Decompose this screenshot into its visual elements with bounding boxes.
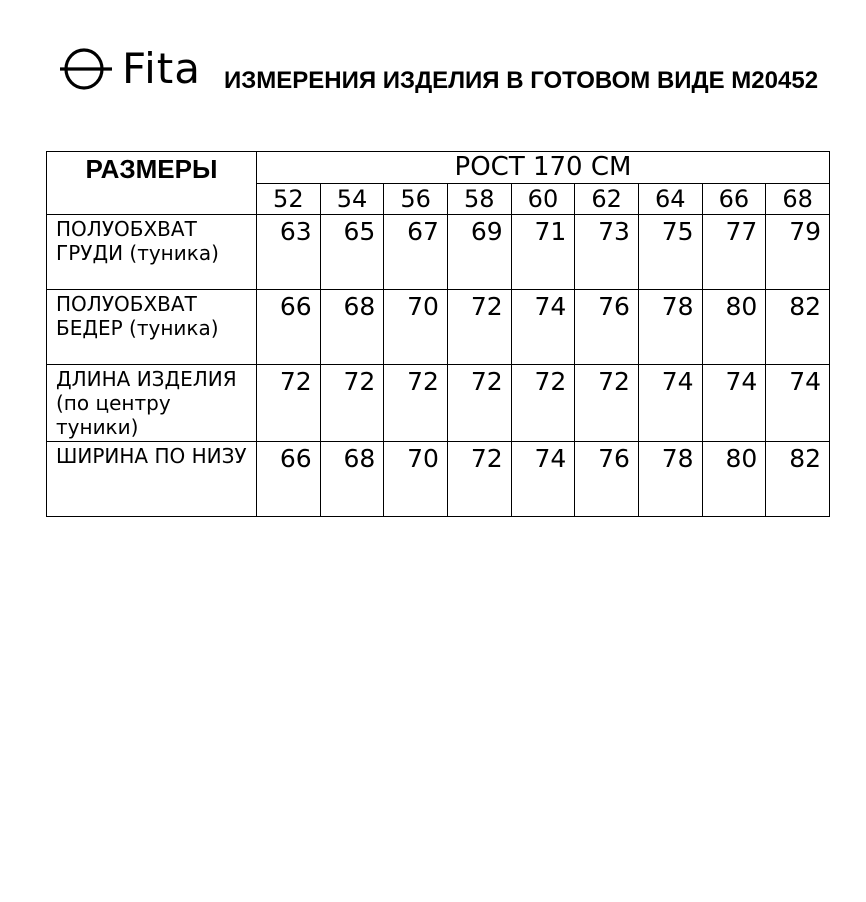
table-cell: 78 [638,442,702,517]
table-header-row [47,152,830,184]
table-cell: 76 [575,290,639,365]
table-cell: 82 [766,290,830,365]
row-label: ШИРИНА ПО НИЗУ [47,442,257,517]
table-cell: 72 [320,365,384,442]
size-header: 58 [447,184,511,215]
size-chart-table [46,151,830,517]
table-cell: 74 [511,442,575,517]
brand-logo [60,44,210,94]
corner-label: РАЗМЕРЫ [47,152,257,215]
table-cell: 65 [320,215,384,290]
row-label: ПОЛУОБХВАТ ГРУДИ (туника) [47,215,257,290]
fita-logo-icon [60,46,112,92]
size-header: 56 [384,184,448,215]
size-header: 60 [511,184,575,215]
table-cell: 66 [257,290,321,365]
row-label: ПОЛУОБХВАТ БЕДЕР (туника) [47,290,257,365]
page-title: ИЗМЕРЕНИЯ ИЗДЕЛИЯ В ГОТОВОМ ВИДЕ М20452 [224,67,819,94]
table-cell: 66 [257,442,321,517]
table-row [47,215,830,290]
table-cell: 74 [511,290,575,365]
table-cell: 71 [511,215,575,290]
row-label: ДЛИНА ИЗДЕЛИЯ (по центру туники) [47,365,257,442]
table-cell: 70 [384,442,448,517]
size-header: 64 [638,184,702,215]
size-header: 62 [575,184,639,215]
table-cell: 72 [575,365,639,442]
table-cell: 75 [638,215,702,290]
table-cell: 79 [766,215,830,290]
logo-text: Fita [122,44,201,93]
table-cell: 77 [702,215,766,290]
growth-label: РОСТ 170 СМ [257,152,830,184]
table-cell: 68 [320,290,384,365]
table-cell: 72 [447,442,511,517]
table-cell: 72 [447,290,511,365]
table-cell: 70 [384,290,448,365]
table-cell: 72 [447,365,511,442]
table-cell: 74 [766,365,830,442]
table-cell: 68 [320,442,384,517]
table-cell: 72 [257,365,321,442]
size-header: 52 [257,184,321,215]
table-cell: 72 [511,365,575,442]
table-row [47,365,830,442]
table-cell: 80 [702,290,766,365]
table-cell: 73 [575,215,639,290]
table-cell: 72 [384,365,448,442]
table-row [47,442,830,517]
table-cell: 69 [447,215,511,290]
table-cell: 74 [638,365,702,442]
size-header: 66 [702,184,766,215]
table-row [47,290,830,365]
table-cell: 63 [257,215,321,290]
table-cell: 74 [702,365,766,442]
table-cell: 78 [638,290,702,365]
table-cell: 82 [766,442,830,517]
size-header: 54 [320,184,384,215]
table-cell: 67 [384,215,448,290]
table-cell: 80 [702,442,766,517]
size-header: 68 [766,184,830,215]
table-cell: 76 [575,442,639,517]
